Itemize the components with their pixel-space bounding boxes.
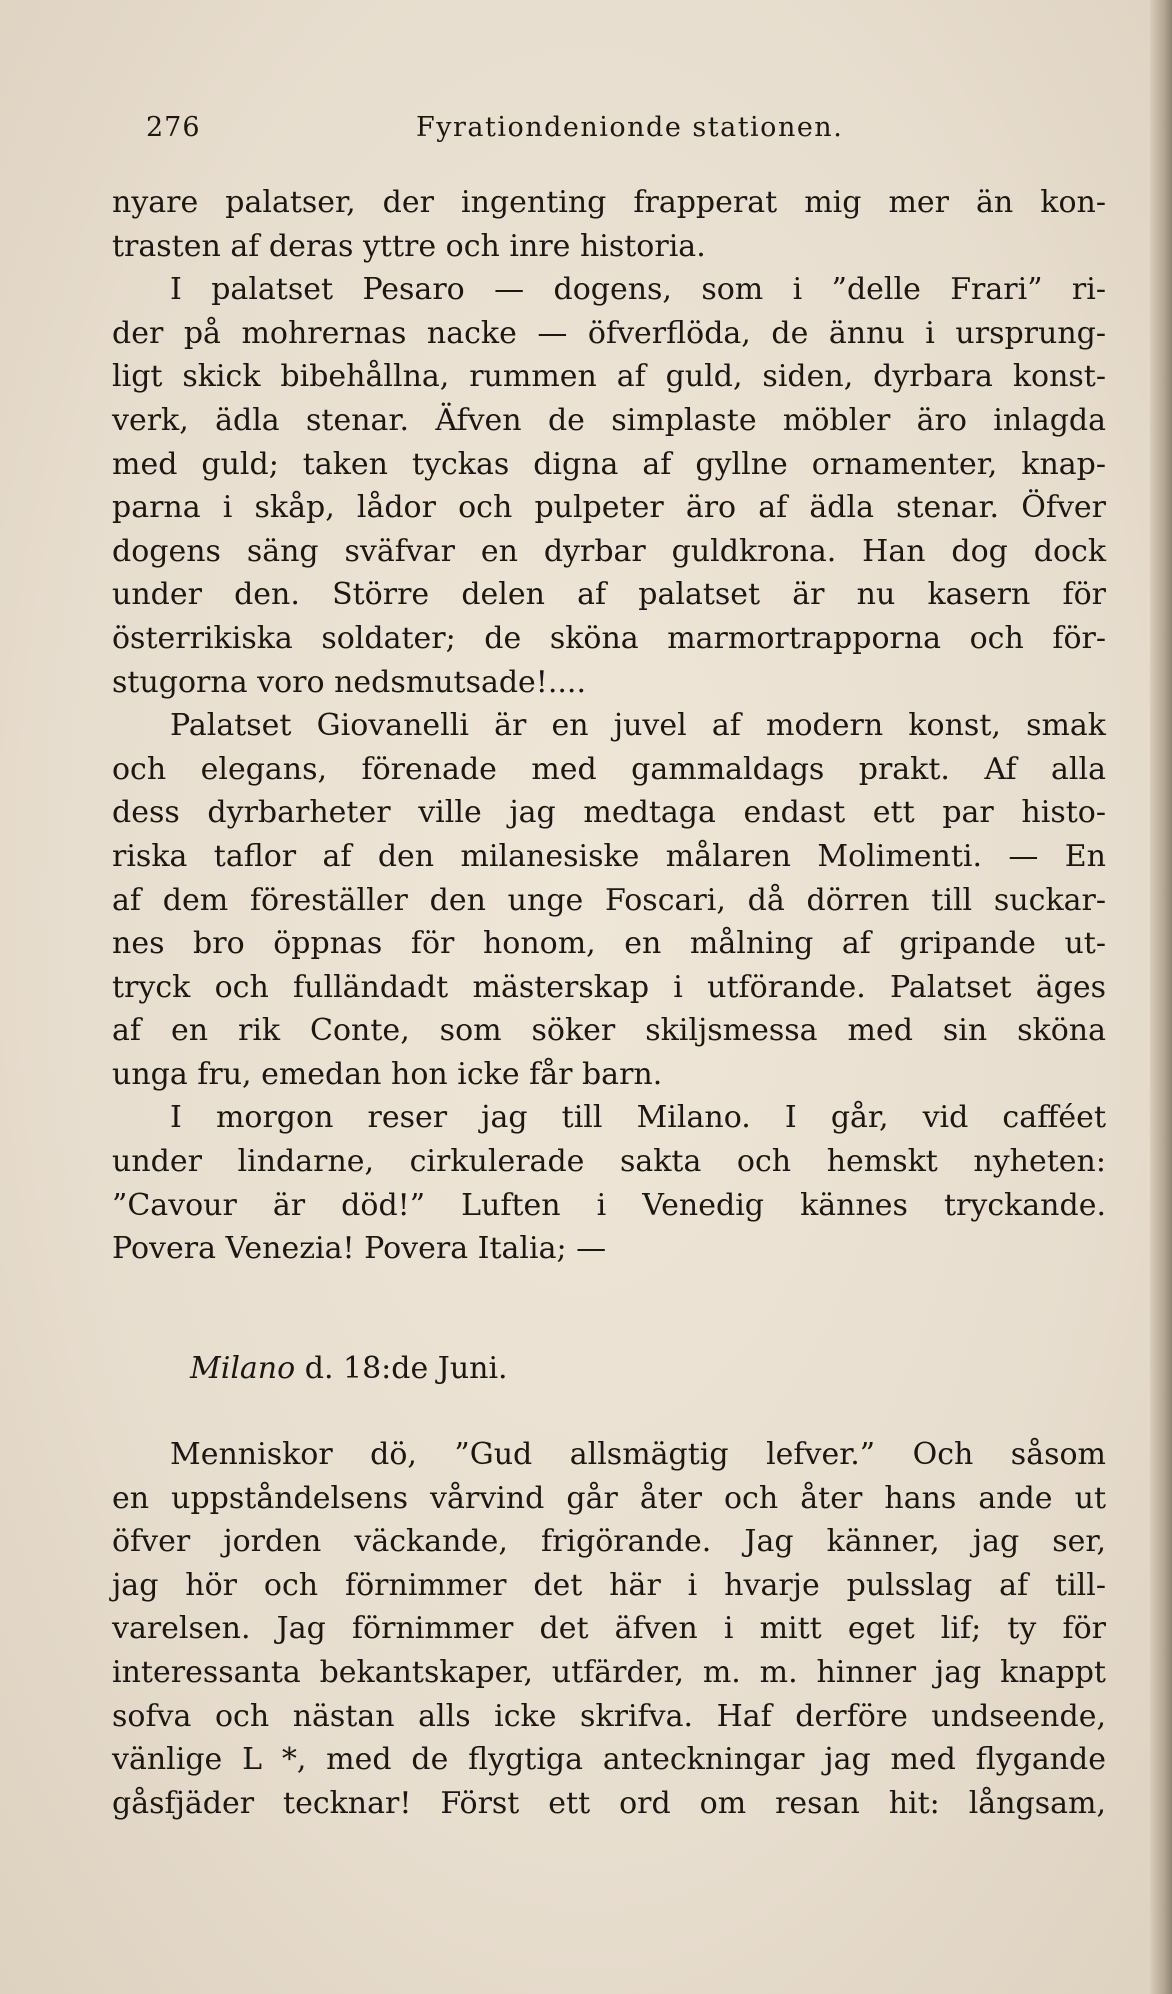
text-line: österrikiska soldater; de sköna marmortrapporna och för-	[112, 620, 1106, 656]
running-title: Fyrationdenionde stationen.	[416, 112, 844, 143]
text-line: nyare palatser, der ingenting frapperat mig mer än kon-	[112, 185, 1106, 220]
text-line: en uppståndelsens vårvind går åter och åter hans ande ut	[112, 1480, 1106, 1516]
body-text-first-section	[112, 181, 1106, 1271]
text-line: I morgon reser jag till Milano. I går, vid cafféet	[170, 1100, 1106, 1136]
page-number: 276	[146, 112, 201, 143]
text-line: interessanta bekantskaper, utfärder, m. m. hinner jag knappt	[112, 1654, 1106, 1690]
text-line: nes bro öppnas för honom, en målning af gripande ut-	[112, 926, 1106, 962]
text-line: och elegans, förenade med gammaldags prakt. Af alla	[112, 751, 1106, 787]
text-line: riska taflor af den milanesiske målaren Molimenti. — En	[112, 838, 1106, 874]
text-line: gåsfjäder tecknar! Först ett ord om resan hit: långsam,	[112, 1785, 1106, 1821]
text-line: parna i skåp, lådor och pulpeter äro af ädla stenar. Öfver	[112, 490, 1106, 526]
text-line: verk, ädla stenar. Äfven de simplaste möbler äro inlagda	[112, 402, 1106, 438]
text-line: af dem föreställer den unge Foscari, då dörren till suckar-	[112, 882, 1106, 918]
dateline-date: d. 18:de Juni.	[304, 1351, 508, 1386]
text-line: der på mohrernas nacke — öfverflöda, de ännu i ursprung-	[112, 315, 1106, 351]
text-line: trasten af deras yttre och inre historia.	[112, 228, 706, 264]
text-line: sofva och nästan alls icke skrifva. Haf derföre undseende,	[112, 1698, 1106, 1734]
text-line: ”Cavour är död!” Luften i Venedig kännes tryckande.	[112, 1187, 1106, 1223]
body-text-second-section	[112, 1433, 1106, 1825]
text-line: under lindarne, cirkulerade sakta och hemskt nyheten:	[112, 1144, 1106, 1180]
text-line: Menniskor dö, ”Gud allsmägtig lefver.” Och såsom	[170, 1437, 1106, 1472]
text-line: Palatset Giovanelli är en juvel af modern konst, smak	[170, 708, 1106, 744]
text-line: under den. Större delen af palatset är nu kasern för	[112, 577, 1106, 613]
text-line: med guld; taken tyckas digna af gyllne ornamenter, knap-	[112, 446, 1106, 482]
page-header	[146, 112, 1106, 152]
text-line: jag hör och förnimmer det här i hvarje pulsslag af till-	[112, 1567, 1106, 1603]
text-line: Povera Venezia! Povera Italia; —	[112, 1231, 607, 1267]
text-line: I palatset Pesaro — dogens, som i ”delle Frari” ri-	[170, 272, 1106, 308]
dateline-place: Milano	[190, 1351, 296, 1386]
text-line: dess dyrbarheter ville jag medtaga endast ett par histo-	[112, 795, 1106, 831]
text-line: unga fru, emedan hon icke får barn.	[112, 1056, 663, 1092]
text-line: tryck och fulländadt mästerskap i utförande. Palatset äges	[112, 969, 1106, 1005]
text-line: vänlige L *, med de flygtiga anteckningar jag med flygande	[112, 1742, 1106, 1778]
dateline	[190, 1347, 508, 1391]
text-line: öfver jorden väckande, frigörande. Jag känner, jag ser,	[112, 1524, 1106, 1560]
page-edge-shadow	[1150, 0, 1172, 1994]
text-line: dogens säng sväfvar en dyrbar guldkrona. Han dog dock	[112, 533, 1106, 569]
text-line: varelsen. Jag förnimmer det äfven i mitt eget lif; ty för	[112, 1611, 1106, 1647]
text-line: ligt skick bibehållna, rummen af guld, siden, dyrbara konst-	[112, 359, 1106, 395]
text-line: af en rik Conte, som söker skiljsmessa med sin sköna	[112, 1013, 1106, 1049]
text-line: stugorna voro nedsmutsade!....	[112, 664, 587, 700]
